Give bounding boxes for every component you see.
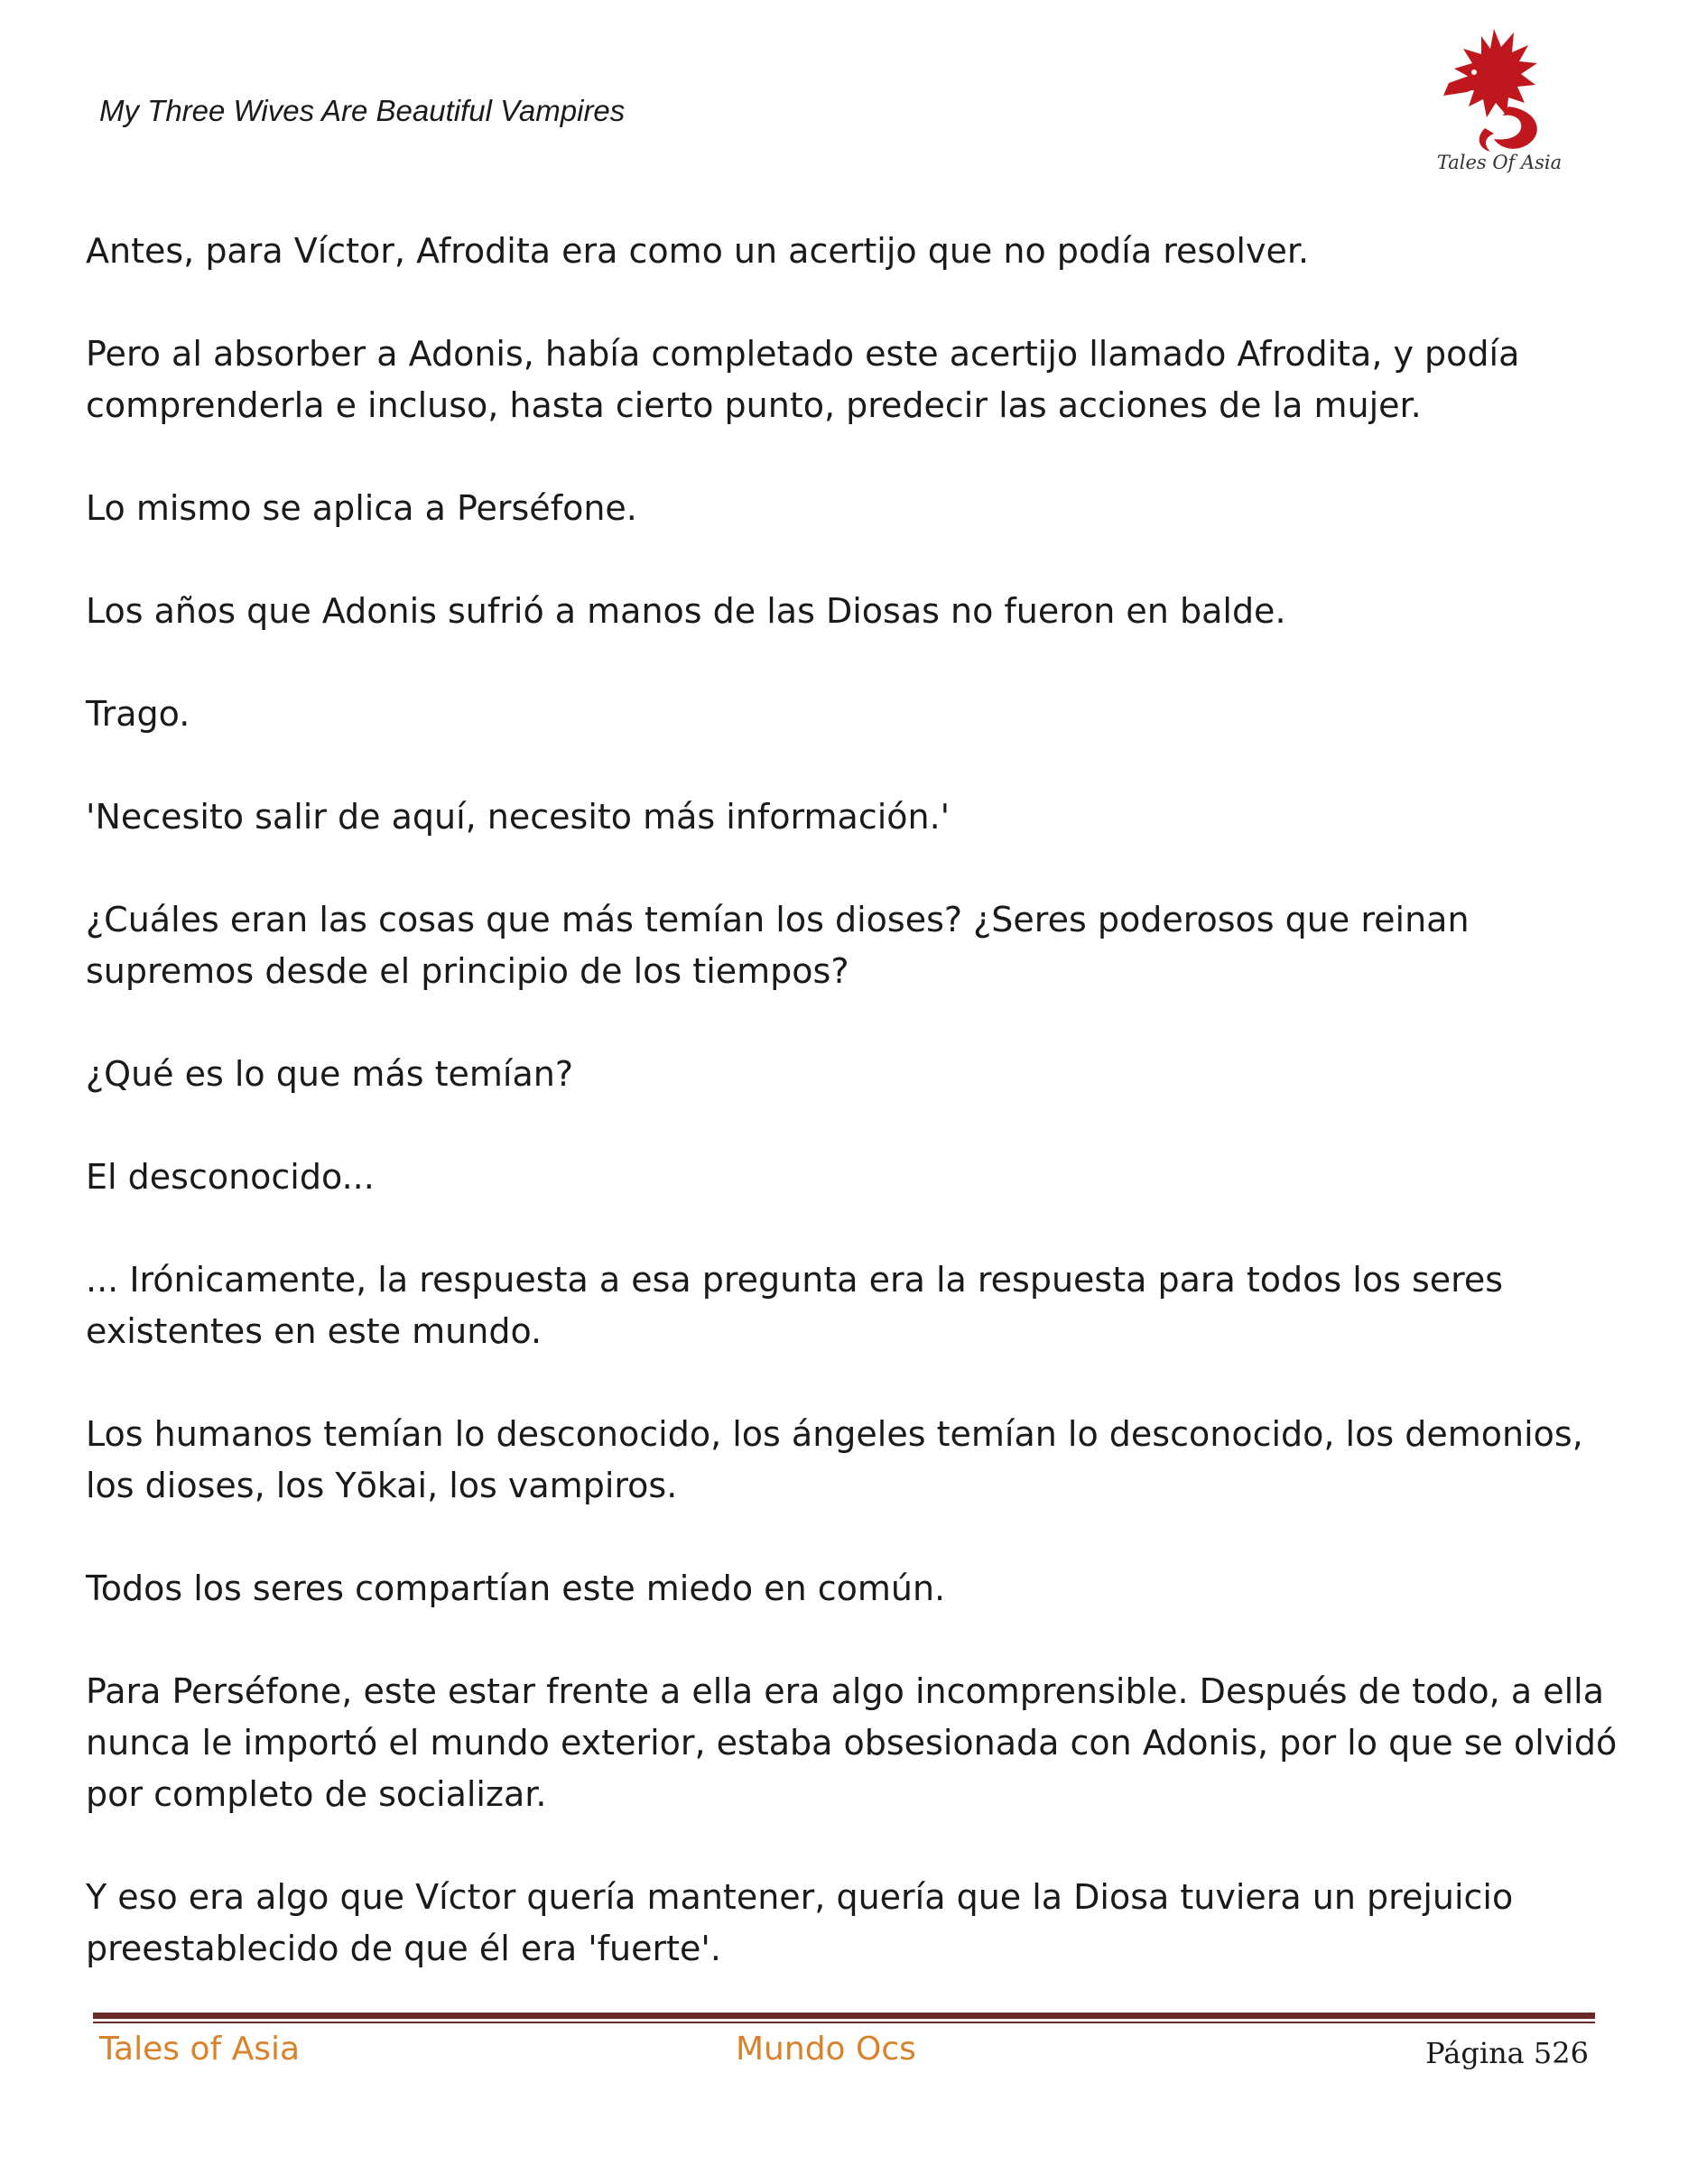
paragraph: Y eso era algo que Víctor quería mantener, quería que la Diosa tuviera un prejuicio preestablecido de que él era 'fuerte'. [86, 1877, 1514, 1968]
dragon-icon [1431, 20, 1557, 155]
footer-rule-thick [93, 2013, 1595, 2019]
paragraph: Los años que Adonis sufrió a manos de las Diosas no fueron en balde. [86, 591, 1286, 631]
paragraph: 'Necesito salir de aquí, necesito más información.' [86, 797, 951, 837]
paragraph: ¿Cuáles eran las cosas que más temían los dioses? ¿Seres poderosos que reinan supremos desde el principio de los tiempos? [86, 900, 1470, 991]
paragraph: ¿Qué es lo que más temían? [86, 1054, 573, 1094]
header-title: My Three Wives Are Beautiful Vampires [99, 94, 626, 127]
paragraph: Todos los seres compartían este miedo en común. [86, 1569, 946, 1608]
paragraph: Lo mismo se aplica a Perséfone. [86, 488, 637, 528]
paragraph: El desconocido... [86, 1157, 375, 1197]
paragraph: Los humanos temían lo desconocido, los ángeles temían lo desconocido, los demonios, los dioses, los Yōkai, los vampiros. [86, 1414, 1583, 1505]
paragraph: ... Irónicamente, la respuesta a esa pregunta era la respuesta para todos los seres existentes en este mundo. [86, 1260, 1504, 1351]
logo-text: Tales Of Asia [1436, 152, 1563, 173]
page-number: Página 526 [1425, 2036, 1589, 2070]
paragraph: Pero al absorber a Adonis, había completado este acertijo llamado Afrodita, y podía comprenderla e incluso, hasta cierto punto, predecir las acciones de la mujer. [86, 334, 1520, 425]
footer-rule-thin [93, 2022, 1595, 2023]
body-text [86, 226, 1620, 2026]
paragraph: Trago. [86, 694, 190, 734]
footer-group: Mundo Ocs [736, 2031, 916, 2068]
paragraph: Antes, para Víctor, Afrodita era como un acertijo que no podía resolver. [86, 231, 1310, 271]
paragraph: Para Perséfone, este estar frente a ella era algo incomprensible. Después de todo, a ella nunca le importó el mundo exterior, estaba obsesionada con Adonis, por lo que se olvidó por completo de socializar. [86, 1671, 1618, 1814]
logo [1431, 20, 1563, 182]
footer-rule [93, 2013, 1595, 2023]
footer-source: Tales of Asia [99, 2031, 301, 2068]
